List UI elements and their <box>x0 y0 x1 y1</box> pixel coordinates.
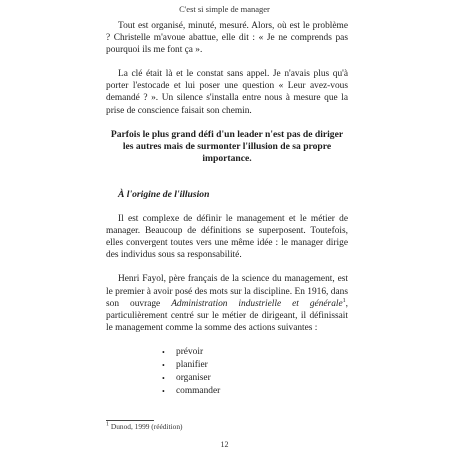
footnote-reference: 1 <box>342 297 346 304</box>
book-title: Administration industrielle et générale <box>171 298 343 309</box>
footnote-marker: 1 <box>106 421 109 428</box>
paragraph-3: Il est complexe de définir le management et le métier de manager. Beaucoup de définitions se superposent. Toutefois, elles convergent toutes vers une même idée : le manager dirige des individus sous sa responsabilité. <box>106 214 348 261</box>
page-body <box>106 20 348 398</box>
action-list <box>106 346 348 398</box>
list-item <box>162 359 348 372</box>
list-item-label: organiser <box>176 372 211 383</box>
list-item-label: planifier <box>176 359 208 370</box>
running-header: C'est si simple de manager <box>179 4 270 14</box>
bullet-icon: • <box>162 347 165 357</box>
paragraph-2: La clé était là et le constat sans appel. Je n'avais plus qu'à porter l'estocade et lui poser une question « Leur avez-vous demandé ? ». Un silence s'installa entre nous à mesure que la prise de conscience faisait son chemin. <box>106 69 348 116</box>
list-item-label: prévoir <box>176 346 204 357</box>
footnote <box>106 422 183 431</box>
footnote-divider <box>106 420 154 421</box>
bullet-icon: • <box>162 373 165 383</box>
footnote-text: Dunod, 1999 (réédition) <box>110 422 183 431</box>
section-heading: À l'origine de l'illusion <box>118 188 210 200</box>
paragraph-4-start: Henri Fayol, père français de la science du management, est le premier à avoir posé des mots sur la discipline. En 1916, dans son ouvrage <box>106 274 348 309</box>
list-item <box>162 372 348 385</box>
list-item-label: commander <box>176 385 221 396</box>
bullet-icon: • <box>162 360 165 370</box>
page-number: 12 <box>220 440 229 449</box>
paragraph-4-end: , particulièrement centré sur le métier de dirigeant, il définissait le management comme la somme des actions suivantes : <box>106 298 348 333</box>
bullet-icon: • <box>162 386 165 396</box>
paragraph-1: Tout est organisé, minuté, mesuré. Alors, où est le problème ? Christelle m'avoue abattue, elle dit : « Je ne comprends pas pourquoi ils me font ça ». <box>106 21 348 56</box>
list-item <box>162 385 348 398</box>
paragraph-4 <box>106 273 348 333</box>
pull-quote: Parfois le plus grand défi d'un leader n'est pas de diriger les autres mais de surmonter l'illusion de sa propre importance. <box>110 128 344 164</box>
list-item <box>162 346 348 359</box>
